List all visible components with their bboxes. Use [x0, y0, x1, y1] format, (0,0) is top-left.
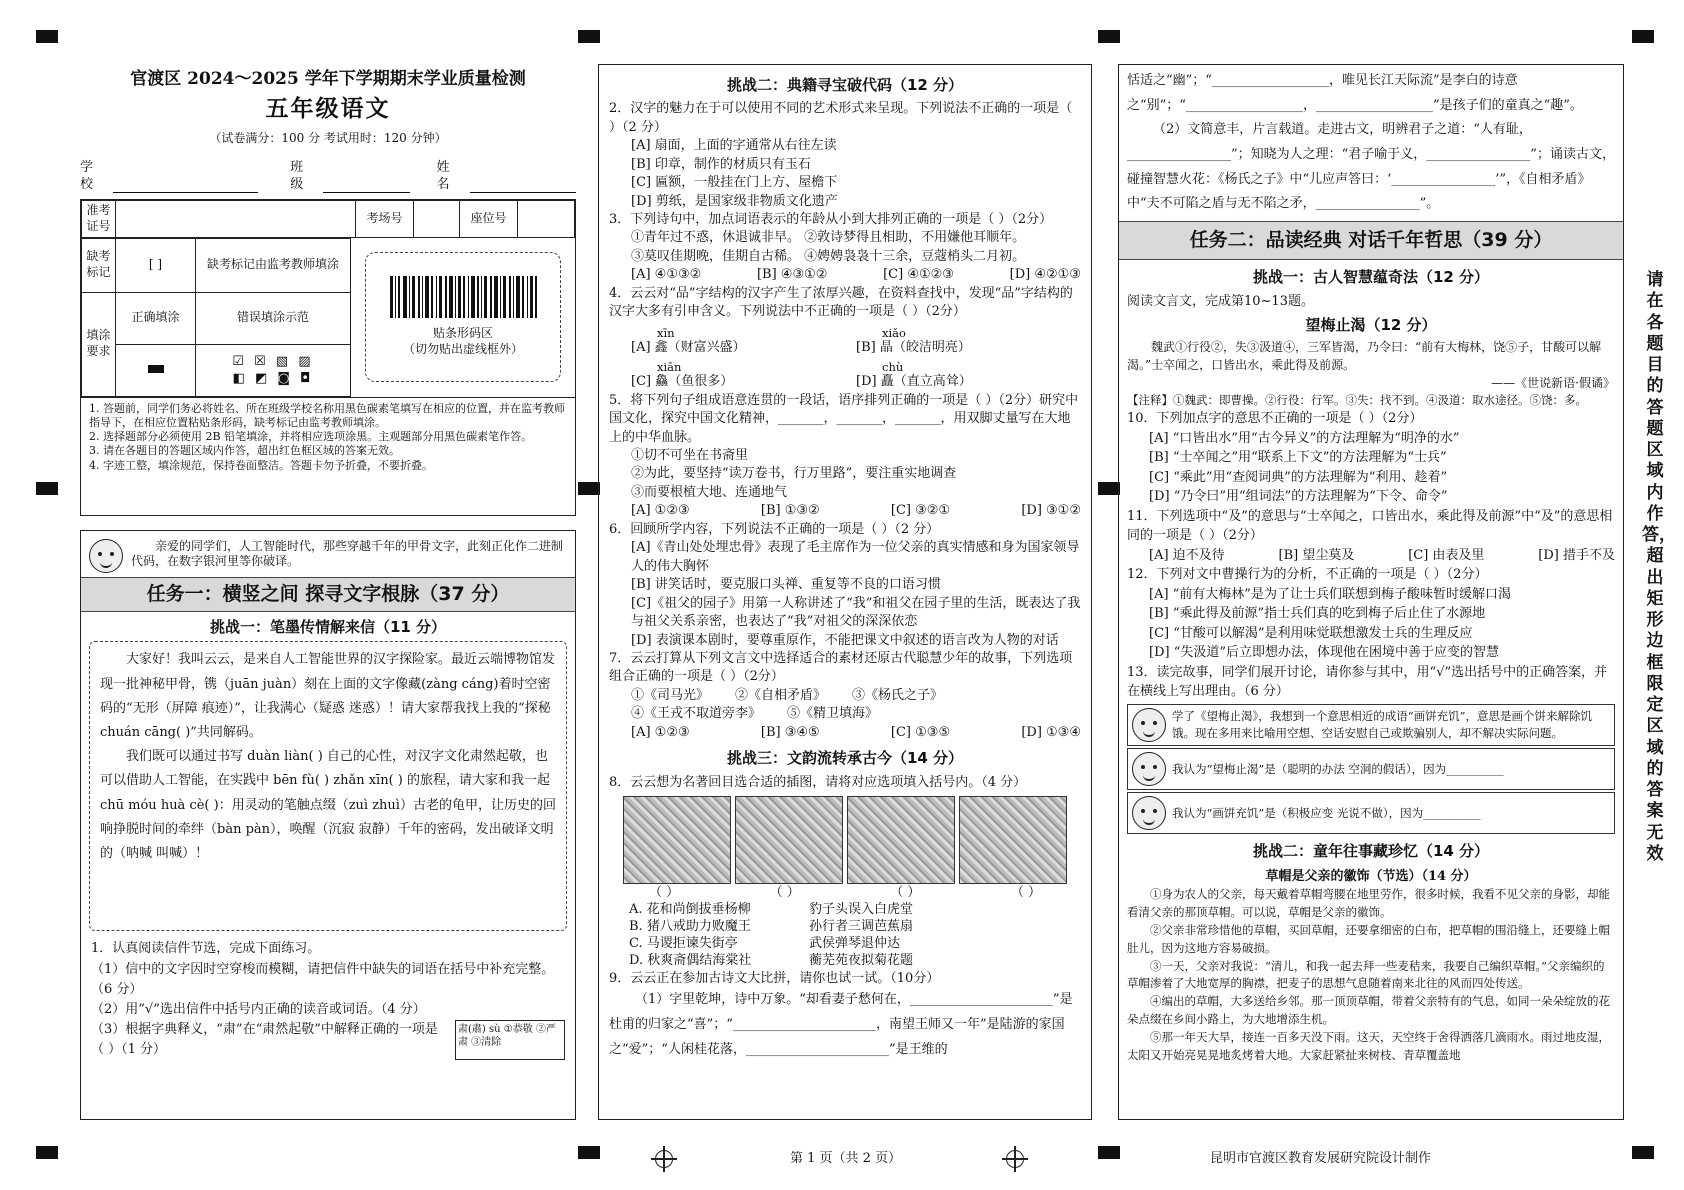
q8-option: 孙行者三调芭蕉扇 [809, 919, 914, 935]
registration-mark [578, 482, 600, 495]
registration-mark [1098, 30, 1120, 43]
q5-line: ②为此，要坚持“读万卷书，行万里路”，要注重实地调查 [631, 466, 957, 482]
q12-option[interactable]: [A] “前有大梅林”是为了让士兵们联想到梅子酸味暂时缓解口渴 [1149, 586, 1511, 602]
q10-option[interactable]: [B] “士卒闻之”用“联系上下文”的方法理解为“士兵” [1149, 450, 1447, 466]
barcode-area-note: （切勿贴出虚线框外） [402, 342, 523, 357]
q9-1: （1）字里乾坤，诗中万象。“却看妻子愁何在，______________________”是杜甫的归家之“喜”；“______________________，南望王师又一年”是陆游的家国之“爱”；“人闲桂花落，______________________”是王维的 [609, 992, 1073, 1057]
header-info-box [80, 199, 576, 516]
q3-line: ①青年过不惑，休退诚非早。 ②敦诗梦得且相助，不用嫌他耳顺年。 [631, 230, 1026, 246]
student-avatar-icon [1132, 708, 1166, 742]
q7-item: ⑤《精卫填海》 [787, 706, 879, 722]
q5: 5．将下列句子组成语意连贯的一段话，语序排列正确的一项是（ ）（2分）研究中国文化，探究中国文化精神，_______，_______，_______，用双脚丈量写在大地上的中华血脉。 [609, 392, 1079, 445]
absent-box[interactable]: [ ] [116, 238, 196, 292]
task2-chal1-title: 挑战一：古人智慧蕴奇法（12 分） [1252, 267, 1490, 286]
q10-option[interactable]: [D] “乃令曰”用“组词法”的方法理解为“下令、命令” [1149, 489, 1448, 505]
school-label: 学校 [80, 159, 94, 192]
q8-option: A. 花和尚倒拔垂杨柳 [629, 902, 751, 918]
q13: 13．读完故事，同学们展开讨论，请你参与其中，用“√”选出括号中的正确答案，并在横线上写出理由。（6 分） [1127, 664, 1608, 700]
q10-option[interactable]: [C] “乘此”用“查阅词典”的方法理解为“利用、趁着” [1149, 469, 1448, 485]
intro-row [81, 531, 575, 577]
ticket-table [81, 200, 575, 238]
q4-pinyin: xīn [657, 325, 675, 340]
q3-option[interactable]: [B] ④③①② [756, 267, 828, 283]
q7-option[interactable]: [D] ①③④ [1021, 724, 1081, 740]
illustration-image [735, 796, 843, 884]
q11-option[interactable]: [A] 迫不及待 [1149, 547, 1225, 563]
q10: 10．下列加点字的意思不正确的一项是（ ）（2分） [1127, 411, 1423, 427]
q6: 6．回顾所学内容，下列说法不正确的一项是（ ）（2 分） [609, 521, 940, 537]
room-field[interactable] [414, 200, 460, 237]
q8-option: 武侯弹琴退仲达 [809, 936, 901, 952]
q8-answer-paren[interactable]: （ ） [1010, 885, 1041, 900]
exam-info: （试卷满分：100 分 考试用时：120 分钟） [209, 130, 447, 145]
task1-box [80, 530, 576, 1120]
maker-credit: 昆明市官渡区教育发展研究院设计制作 [1210, 1151, 1432, 1166]
ticket-field[interactable] [116, 200, 356, 237]
q5-option[interactable]: [B] ①③② [760, 503, 820, 519]
q2-option[interactable]: [D] 剪纸，是国家级非物质文化遗产 [631, 193, 838, 209]
q6-option[interactable]: [A]《青山处处埋忠骨》表现了毛主席作为一位父亲的真实情感和身为国家领导人的伟大胸怀 [631, 540, 1080, 574]
wrong-fill-samples: ☑ ☒ ▧ ▨ ◧ ◩ ◙ ◘ [196, 344, 351, 396]
passage2 [1127, 886, 1615, 1064]
q7-option[interactable]: [C] ①③⑤ [890, 724, 951, 740]
q2-option[interactable]: [A] 扇面，上面的字通常从右往左读 [631, 138, 837, 154]
q12-option[interactable]: [B] “乘此得及前源”指士兵们真的吃到梅子后止住了水源地 [1149, 606, 1486, 622]
q1: 1．认真阅读信件节选，完成下面练习。 [91, 941, 321, 957]
letter-paragraph: 我们既可以通过书写 duàn liàn( ) 自己的心性，对汉字文化肃然起敬，也可以借助人工智能，在实践中 bēn fù( ) zhǎn xīn( ) 的旅程，请大家和我一起 chū móu huà cè( )：用灵动的笔触点缀（zuì zhuì）古老的龟甲，让历史的回响挣脱时间的牵绊（bàn pàn），唤醒（沉寂 寂静）千年的密码，发出破译文明的（呐喊 叫喊）！ [100, 749, 556, 861]
barcode-area [365, 252, 561, 382]
q5-line: ③而要根植大地、连通地气 [631, 484, 788, 500]
q1-3: （3）根据字典释义，“肃”在“肃然起敬”中解释正确的一项是（ ）（1 分） [91, 1022, 438, 1058]
q8-answers [609, 884, 1081, 902]
seat-field[interactable] [518, 200, 575, 237]
q3-line: ③莫叹佳期晚，佳期自古稀。 ④娉娉袅袅十三余，豆蔻梢头二月初。 [631, 248, 1026, 264]
correct-fill-label: 正确填涂 [116, 292, 196, 344]
registration-mark [578, 30, 600, 43]
q4-pinyin: xiān [657, 359, 682, 374]
side-notice: 请在各题目的答题区域内作答，超出矩形边框限定区域的答案无效 [1642, 270, 1676, 864]
q11-option[interactable]: [C] 由表及里 [1408, 547, 1485, 563]
illustration-image [959, 796, 1067, 884]
q6-option[interactable]: [D] 表演课本剧时，要尊重原作，不能把课文中叙述的语言改为人物的对话 [631, 632, 1059, 648]
q8-option: B. 猪八戒助力败魔王 [629, 919, 751, 935]
q9-cont: 恬适之“幽”；“__________________，唯见长江天际流”是李白的诗意之“别”；“__________________，__________________”是孩子们的童真之“趣”。 [1127, 73, 1583, 113]
q4-pinyin: chù [882, 359, 904, 374]
q5-line: ①切不可坐在书斋里 [631, 448, 749, 463]
q2-option[interactable]: [B] 印章，制作的材质只有玉石 [631, 156, 811, 172]
registration-mark [1632, 30, 1654, 43]
q7-item: ③《杨氏之子》 [852, 687, 944, 703]
passage2-title: 草帽是父亲的徽饰（节选）（14 分） [1265, 868, 1477, 884]
q12-option[interactable]: [C] “甘酸可以解渴”是利用味觉联想激发士兵的生理反应 [1149, 625, 1473, 641]
absent-label: 缺考标记 [82, 238, 116, 292]
q12-option[interactable]: [D] “失汲道”后立即想办法，体现他在困境中善于应变的智慧 [1149, 645, 1499, 661]
passage2-paragraph: ③一天，父亲对我说：“清儿，和我一起去拜一些麦秸来，我要自己编织草帽。”父亲编织的草帽渗着了大地宽厚的胸襟，把麦子的思想气息随着南来北往的风而四处传送。 [1127, 958, 1605, 991]
task2-chal2-title: 挑战二：童年往事藏珍忆（14 分） [1252, 842, 1490, 861]
wrong-fill-label: 错误填涂示范 [196, 292, 351, 344]
q4-option[interactable]: [C] 鱻（鱼很多） [631, 374, 734, 390]
registration-mark [36, 482, 58, 495]
student-info-row [80, 159, 576, 193]
q11: 11．下列选项中“及”的意思与“士卒闻之，口皆出水，乘此得及前源”中“及”的意思相同的一项是（ ）（2分） [1127, 508, 1613, 544]
chal3-title: 挑战三：文韵流转承古今（14 分） [726, 749, 964, 768]
rule-item: 3. 请在各题目的答题区域内作答，超出红色框区域的答案无效。 [89, 444, 400, 458]
name-field[interactable] [470, 179, 576, 193]
q2-option[interactable]: [C] 匾额，一般挂在门上方、屋檐下 [631, 175, 838, 191]
registration-mark [36, 1146, 58, 1159]
q8: 8．云云想为名著回目选合适的插图，请将对应选项填入括号内。（4 分） [609, 774, 1027, 790]
class-field[interactable] [323, 179, 410, 193]
left-column [80, 68, 576, 1120]
intro-text: 亲爱的同学们，人工智能时代，那些穿越千年的甲骨文字，此刻正化作二进制代码，在数字银河里等你破译。 [131, 538, 564, 569]
q3: 3．下列诗句中，加点词语表示的年龄从小到大排列正确的一项是（ ）（2分） [609, 212, 1053, 228]
student-avatar-icon [1132, 796, 1166, 830]
task1-questions [81, 933, 575, 1066]
q11-option[interactable]: [D] 措手不及 [1538, 547, 1615, 563]
q4-pinyin: xiǎo [882, 325, 906, 340]
absent-note: 缺考标记由监考教师填涂 [196, 238, 351, 292]
read-intro: 阅读文言文，完成第10~13题。 [1127, 294, 1314, 310]
q7-item: ②《自相矛盾》 [735, 687, 827, 703]
dialog-answer[interactable]: 我认为“望梅止渴”是（聪明的办法 空洞的假话），因为__________ [1172, 761, 1504, 776]
mascot-icon [89, 539, 123, 573]
q8-answer-paren[interactable]: （ ） [890, 885, 921, 900]
q8-option: C. 马谡拒谏失街亭 [629, 936, 738, 952]
q8-answer-paren[interactable]: （ ） [769, 885, 800, 900]
class-label: 班级 [290, 159, 304, 192]
q9: 9．云云正在参加古诗文大比拼，请你也试一试。（10分） [609, 971, 940, 987]
q3-option[interactable]: [A] ④①③② [631, 267, 702, 283]
page-number: 第 1 页（共 2 页） [790, 1151, 902, 1166]
q6-option[interactable]: [C]《祖父的园子》用第一人称讲述了“我”和祖父在园子里的生活，既表达了我与祖父关系亲密，也表达了“我”对祖父的深深依恋 [631, 595, 1081, 630]
q11-option[interactable]: [B] 望尘莫及 [1278, 547, 1355, 563]
student-avatar-icon [1132, 752, 1166, 786]
name-label: 姓名 [436, 159, 450, 192]
q10-option[interactable]: [A] “口皆出水”用“古今异义”的方法理解为“明净的水” [1149, 430, 1460, 446]
q8-options [609, 902, 1081, 970]
q6-option[interactable]: [B] 讲笑话时，要克服口头禅、重复等不良的口语习惯 [631, 577, 941, 593]
q1-2: （2）用“√”选出信件中括号内正确的读音或词语。（4 分） [91, 1001, 426, 1017]
middle-column [598, 64, 1092, 1120]
crosshair-icon [1006, 1150, 1024, 1168]
letter-paragraph: 大家好！我叫云云，是来自人工智能世界的汉字探险家。最近云端博物馆发现一批神秘甲骨，镌（juān juàn）刻在上面的文字像藏(zàng cáng)着时空密码的“无形（屏障 痕迹）”，让我满心（疑惑 迷惑）！请大家帮我找上我的“探秘 chuán cāng( )”共同解码。 [100, 652, 556, 740]
passage-source: ——《世说新语·假谲》 [1491, 376, 1615, 391]
right-column [1118, 64, 1624, 1120]
correct-fill-sample [116, 344, 196, 396]
q5-option[interactable]: [C] ③②① [890, 503, 951, 519]
rules-list [81, 397, 575, 515]
ticket-label: 准考证号 [82, 200, 116, 237]
q7-option[interactable]: [A] ①②③ [631, 724, 690, 740]
absent-table [81, 238, 351, 397]
room-label: 考场号 [356, 200, 414, 237]
rule-item: 1. 答题前，同学们务必将姓名、所在班级学校名称用黑色碳素笔填写在相应的位置，并在监考教师指导下，在相应位置粘贴条形码，缺考标记由监考教师填涂。 [89, 401, 565, 429]
passage-text: 魏武①行役②，失③汲道④，三军皆渴，乃令曰：“前有大梅林，饶⑤子，甘酸可以解渴。”士卒闻之，口皆出水，乘此得及前源。 [1127, 340, 1602, 373]
rule-item: 2. 选择题部分必须使用 2B 铅笔填涂，并将相应选项涂黑。主观题部分用黑色碳素笔作答。 [89, 430, 533, 444]
exam-title: 官渡区 2024～2025 学年下学期期末学业质量检测 [130, 69, 526, 89]
illustration-image [623, 796, 731, 884]
chal2-title: 挑战二：典籍寻宝破代码（12 分） [726, 76, 964, 94]
dialog-box [1127, 704, 1615, 835]
task1-chal1-title: 挑战一：笔墨传情解来信（11 分） [209, 617, 447, 636]
registration-mark [1098, 482, 1120, 495]
passage2-paragraph: ⑤那一年天大旱，接连一百多天没下雨。这天，天空终于舍得洒落几滴雨水。雨过地皮湿，太阳又开始亮晃晃地炙烤着大地。大家赶紧扯来树枝、青草覆盖地 [1127, 1029, 1610, 1062]
task2-band: 任务二：品读经典 对话千年哲思（39 分） [1119, 221, 1623, 260]
registration-mark [36, 30, 58, 43]
barcode-area-label: 贴条形码区 [432, 326, 493, 341]
dictionary-box: 肃(肅) sù ①恭敬 ②严肃 ③清除 [455, 1020, 565, 1060]
q5-option[interactable]: [D] ③①② [1021, 503, 1081, 519]
passage2-paragraph: ②父亲非常珍惜他的草帽，买回草帽，还要拿细密的白布，把草帽的围沿缝上，还要缝上帽肚儿，因为这地方容易破损。 [1127, 923, 1610, 955]
q3-option[interactable]: [D] ④②①③ [1009, 267, 1081, 283]
dialog-text: 学了《望梅止渴》，我想到一个意思相近的成语“画饼充饥”，意思是画个饼来解除饥饿。现在多用来比喻用空想、空话安慰自己或欺骗别人，却不解决实际问题。 [1172, 708, 1593, 741]
q7-item: ④《王戎不取道旁李》 [631, 706, 762, 722]
q3-option[interactable]: [C] ④①②③ [883, 267, 954, 283]
letter-box [89, 641, 567, 931]
q5-option[interactable]: [A] ①②③ [631, 503, 690, 519]
dialog-answer[interactable]: 我认为“画饼充饥”是（积极应变 光说不做），因为__________ [1172, 805, 1481, 820]
barcode-icon [388, 276, 538, 318]
school-field[interactable] [113, 179, 258, 193]
task1-band: 任务一：横竖之间 探寻文字根脉（37 分） [81, 577, 575, 612]
rule-item: 4. 字迹工整，填涂规范，保持卷面整洁。答题卡勿予折叠，不要折叠。 [89, 458, 433, 472]
passage-note: 【注释】①魏武：即曹操。②行役：行军。③失：找不到。④汲道：取水途径。⑤饶：多。 [1127, 393, 1587, 408]
passage2-paragraph: ④编出的草帽，大多送给乡邻。那一顶顶草帽，带着父亲特有的气息，如同一朵朵绽放的花朵点缀在乡间小路上，为大地增添生机。 [1127, 994, 1610, 1027]
crosshair-icon [655, 1150, 673, 1168]
q4: 4．云云对“品”字结构的汉字产生了浓厚兴趣，在资料查找中，发现“品”字结构的汉字大多有引申含义。下列说法中不正确的一项是（ ）（2分） [609, 285, 1073, 320]
q4-option[interactable]: [D] 矗（直立高耸） [856, 374, 972, 390]
q9-2: （2）文简意丰，片言载道。走进古文，明辨君子之道：“人有耻，________________”；知晓为人之理：“君子喻于义，________________”；诵读古文，碰撞智慧火花：《杨氏之子》中“儿应声答曰：‘________________’”，《自相矛盾》中“夫不可陷之盾与无不陷之矛，________________”。 [1127, 122, 1615, 212]
fill-area [81, 238, 575, 397]
q8-option: D. 秋爽斋偶结海棠社 [629, 953, 752, 969]
q7-item: ①《司马光》 [631, 687, 710, 703]
registration-mark [1098, 1146, 1120, 1159]
subject-title: 五年级语文 [265, 95, 391, 123]
q8-option: 蘅芜苑夜拟菊花题 [809, 953, 914, 969]
registration-mark [1632, 1146, 1654, 1159]
illustration-image [847, 796, 955, 884]
q4-option[interactable]: [A] 鑫（财富兴盛） [631, 340, 746, 356]
q12: 12．下列对文中曹操行为的分析，不正确的一项是（ ）（2分） [1127, 567, 1488, 583]
q1-1: （1）信中的文字因时空穿梭而模糊，请把信件中缺失的词语在括号中补充完整。（6 分） [91, 961, 555, 997]
fill-label: 填涂要求 [82, 292, 116, 396]
q8-illustrations [609, 792, 1081, 884]
seat-label: 座位号 [460, 200, 518, 237]
q4-option[interactable]: [B] 晶（皎洁明亮） [856, 340, 971, 356]
q8-answer-paren[interactable]: （ ） [649, 885, 680, 900]
q2: 2．汉字的魅力在于可以使用不同的艺术形式来呈现。下列说法不正确的一项是（ ）（2 分） [609, 101, 1073, 135]
q7: 7．云云打算从下列文言文中选择适合的素材还原古代聪慧少年的故事，下列选项组合正确的一项是（ ）（2分） [609, 650, 1073, 685]
passage2-paragraph: ①身为农人的父亲，每天戴着草帽弯腰在地里劳作，很多时候，我看不见父亲的身影，却能看清父亲的那顶草帽。可以说，草帽是父亲的徽饰。 [1127, 887, 1610, 920]
registration-mark [578, 1146, 600, 1159]
q7-option[interactable]: [B] ③④⑤ [760, 724, 820, 740]
passage-title: 望梅止渴（12 分） [1305, 315, 1437, 334]
q8-option: 豹子头误入白虎堂 [809, 902, 914, 918]
